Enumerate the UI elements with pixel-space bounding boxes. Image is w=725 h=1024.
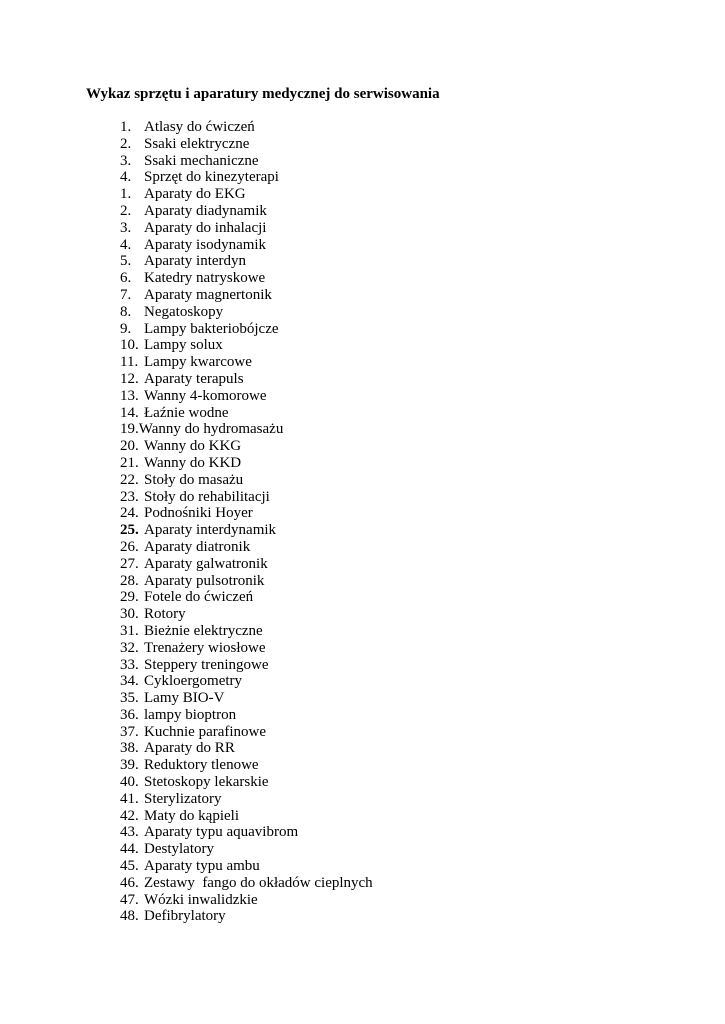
list-item [120,405,373,422]
list-item-label: Wanny do hydromasażu [138,421,284,438]
list-item-label: Aparaty terapuls [144,370,244,387]
list-item-number: 39. [120,757,139,774]
list-item-number: 10. [120,337,139,354]
list-item [120,136,373,153]
list-item [120,892,373,909]
list-item-number: 4. [120,236,132,253]
list-item-number: 24. [120,505,139,522]
equipment-list [120,119,373,925]
list-item [120,640,373,657]
list-item [120,186,373,203]
list-item-number: 14. [120,404,139,421]
list-item-number: 33. [120,656,139,673]
list-item [120,203,373,220]
list-item-number: 4. [120,169,132,186]
list-item-label: Aparaty interdynamik [144,522,277,539]
list-item-number: 5. [120,253,132,270]
list-item [120,539,373,556]
list-item-label: Lampy bakteriobójcze [144,320,279,337]
list-item-label: Lampy kwarcowe [144,354,252,371]
list-item-number: 40. [120,774,139,791]
list-item [120,724,373,741]
list-item-label: Wanny do KKG [144,438,242,455]
list-item-label: Łaźnie wodne [144,404,229,421]
list-item [120,321,373,338]
list-item-number: 32. [120,639,139,656]
list-item-number: 41. [120,790,139,807]
list-item [120,237,373,254]
list-item-label: lampy bioptron [144,706,237,723]
list-item-number: 45. [120,858,139,875]
list-item-label: Negatoskopy [144,303,224,320]
list-item-number: 12. [120,370,139,387]
list-item-label: Cykloergometry [144,673,243,690]
list-item-label: Trenażery wiosłowe [144,639,266,656]
list-item [120,270,373,287]
list-item-number: 9. [120,320,132,337]
list-item-label: Destylatory [144,841,214,858]
list-item-label: Sprzęt do kinezyterapi [144,169,279,186]
list-item-label: Lampy solux [144,337,223,354]
list-item-label: Aparaty pulsotronik [144,572,265,589]
list-item [120,808,373,825]
list-item [120,757,373,774]
list-item-number: 44. [120,841,139,858]
list-item-number: 21. [120,454,139,471]
list-item-label: Maty do kąpieli [144,807,239,824]
list-item [120,690,373,707]
list-item-label: Aparaty typu ambu [144,858,260,875]
list-item [120,489,373,506]
list-item-number: 36. [120,706,139,723]
list-item-number: 11. [120,354,139,371]
list-item-label: Katedry natryskowe [144,270,266,287]
list-item [120,841,373,858]
list-item-number: 26. [120,538,139,555]
list-item-label: Aparaty diatronik [144,538,251,555]
list-item [120,153,373,170]
list-item-number: 6. [120,270,132,287]
list-item [120,673,373,690]
list-item [120,304,373,321]
list-item [120,707,373,724]
list-item-number: 19. [120,421,139,438]
list-item-number: 3. [120,219,132,236]
list-item [120,455,373,472]
list-item [120,606,373,623]
list-item [120,354,373,371]
list-item-label: Podnośniki Hoyer [144,505,253,522]
list-item [120,119,373,136]
list-item-label: Steppery treningowe [144,656,269,673]
list-item [120,774,373,791]
list-item-number: 25. [120,522,139,539]
list-item [120,623,373,640]
list-item-number: 29. [120,589,139,606]
list-item-number: 34. [120,673,139,690]
list-item-number: 48. [120,908,139,925]
list-item-number: 31. [120,622,139,639]
list-item-number: 13. [120,387,139,404]
list-item-label: Aparaty galwatronik [144,555,268,572]
list-item-number: 47. [120,891,139,908]
list-item-label: Aparaty interdyn [144,253,247,270]
list-item [120,824,373,841]
list-item [120,589,373,606]
list-item [120,421,373,438]
list-item-label: Wanny do KKD [144,454,242,471]
list-item-number: 22. [120,471,139,488]
list-item-label: Zestawy fango do okładów cieplnych [144,874,373,891]
list-item-number: 46. [120,874,139,891]
list-item [120,556,373,573]
list-item-number: 8. [120,303,132,320]
list-item-number: 7. [120,286,132,303]
list-item-label: Aparaty do RR [144,740,235,757]
list-item [120,858,373,875]
list-item [120,220,373,237]
list-item-label: Ssaki mechaniczne [144,152,259,169]
list-item-label: Stoły do rehabilitacji [144,488,270,505]
list-item-number: 1. [120,119,132,135]
list-item-label: Wózki inwalidzkie [144,891,258,908]
list-item-label: Aparaty do EKG [144,186,246,203]
list-item-label: Aparaty diadynamik [144,202,267,219]
list-item [120,371,373,388]
list-item-label: Aparaty isodynamik [144,236,267,253]
list-item-number: 42. [120,807,139,824]
list-item-label: Rotory [144,606,186,623]
list-item [120,908,373,925]
list-item-label: Aparaty typu aquavibrom [144,824,299,841]
list-item-number: 35. [120,690,139,707]
list-item-number: 27. [120,555,139,572]
list-item-label: Stetoskopy lekarskie [144,774,269,791]
list-item-label: Defibrylatory [144,908,226,925]
list-item-number: 23. [120,488,139,505]
list-item [120,505,373,522]
list-item [120,875,373,892]
list-item [120,573,373,590]
list-item-label: Ssaki elektryczne [144,135,250,152]
list-item-number: 30. [120,606,139,623]
list-item-number: 2. [120,135,132,152]
list-item-label: Aparaty do inhalacji [144,219,267,236]
list-item-label: Aparaty magnertonik [144,286,272,303]
list-item [120,791,373,808]
list-item-label: Atlasy do ćwiczeń [144,119,255,135]
list-item-label: Lamy BIO-V [144,690,225,707]
list-item-number: 3. [120,152,132,169]
document-title: Wykaz sprzętu i aparatury medycznej do serwisowania [86,86,440,102]
list-item-label: Wanny 4-komorowe [144,387,267,404]
list-item [120,438,373,455]
list-item-number: 2. [120,202,132,219]
list-item-number: 43. [120,824,139,841]
list-item-number: 1. [120,186,132,203]
list-item [120,522,373,539]
list-item-label: Kuchnie parafinowe [144,723,267,740]
list-item-label: Sterylizatory [144,790,222,807]
list-item [120,388,373,405]
list-item-label: Reduktory tlenowe [144,757,259,774]
list-item-number: 38. [120,740,139,757]
list-item-number: 37. [120,723,139,740]
list-item [120,657,373,674]
list-item [120,169,373,186]
list-item [120,740,373,757]
list-item [120,287,373,304]
list-item-number: 28. [120,572,139,589]
list-item-label: Fotele do ćwiczeń [144,589,254,606]
list-item-number: 20. [120,438,139,455]
list-item [120,337,373,354]
list-item [120,253,373,270]
list-item-label: Bieżnie elektryczne [144,622,263,639]
list-item-label: Stoły do masażu [144,471,244,488]
list-item [120,472,373,489]
